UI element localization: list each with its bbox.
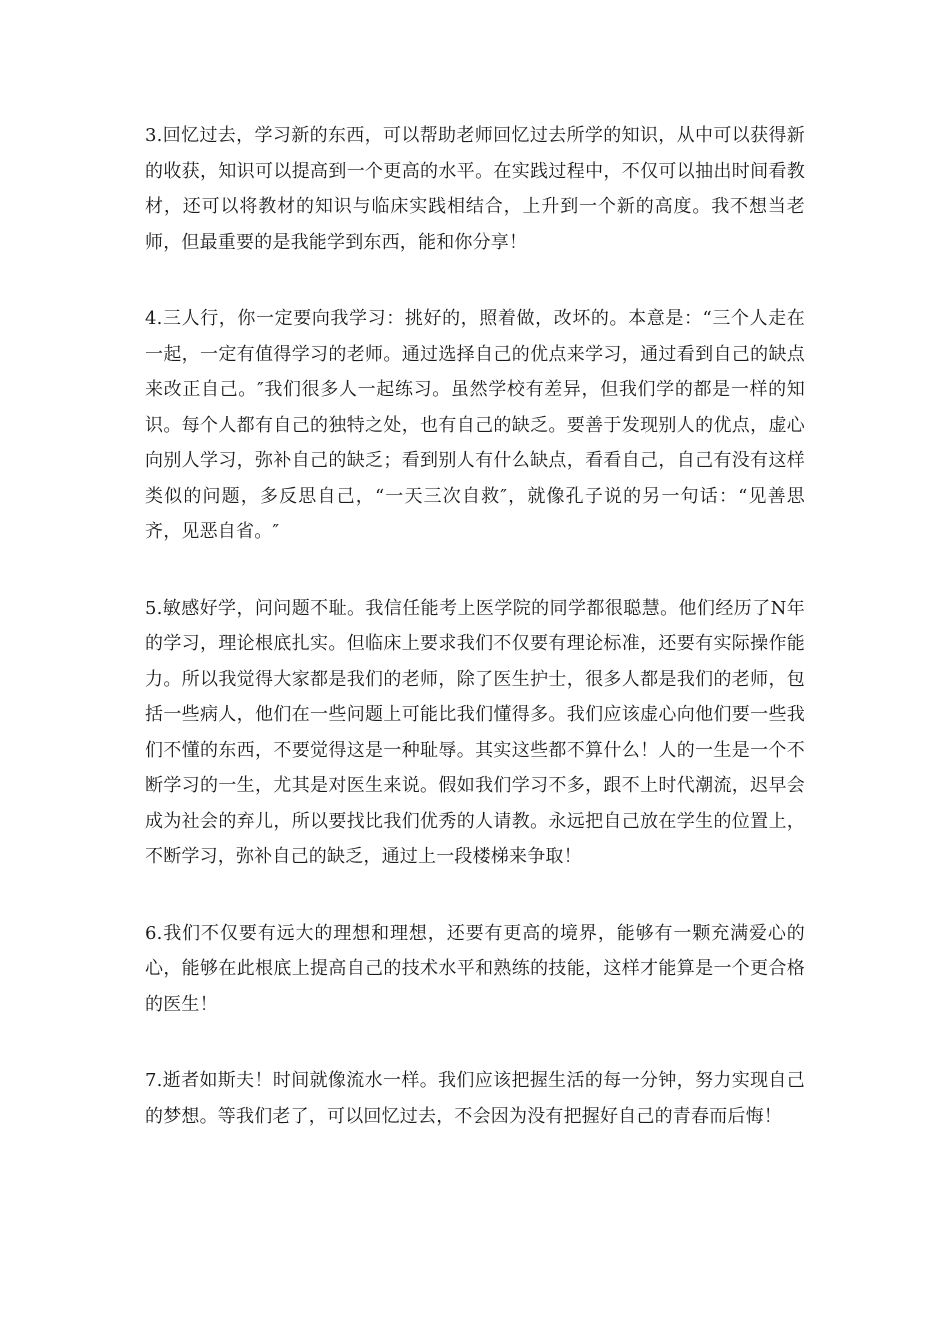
paragraph-7: 7.逝者如斯夫！时间就像流水一样。我们应该把握生活的每一分钟，努力实现自己的梦想。等我们老了，可以回忆过去，不会因为没有把握好自己的青春而后悔！	[145, 1070, 805, 1127]
paragraph-3: 3.回忆过去，学习新的东西，可以帮助老师回忆过去所学的知识，从中可以获得新的收获，知识可以提高到一个更高的水平。在实践过程中，不仅可以抽出时间看教材，还可以将教材的知识与临床实践相结合，上升到一个新的高度。我不想当老师，但最重要的是我能学到东西，能和你分享！	[145, 125, 805, 253]
paragraph-4: 4.三人行，你一定要向我学习：挑好的，照着做，改坏的。本意是：“三个人走在一起，一定有值得学习的老师。通过选择自己的优点来学习，通过看到自己的缺点来改正自己。″我们很多人一起练习。虽然学校有差异，但我们学的都是一样的知识。每个人都有自己的独特之处，也有自己的缺乏。要善于发现别人的优点，虚心向别人学习，弥补自己的缺乏；看到别人有什么缺点，看看自己，自己有没有这样类似的问题，多反思自己，“一天三次自救″，就像孔子说的另一句话：“见善思齐，见恶自省。″	[145, 308, 805, 542]
paragraph-5: 5.敏感好学，问问题不耻。我信任能考上医学院的同学都很聪慧。他们经历了N年的学习，理论根底扎实。但临床上要求我们不仅要有理论标准，还要有实际操作能力。所以我觉得大家都是我们的老师，除了医生护士，很多人都是我们的老师，包括一些病人，他们在一些问题上可能比我们懂得多。我们应该虚心向他们要一些我们不懂的东西，不要觉得这是一种耻辱。其实这些都不算什么！人的一生是一个不断学习的一生，尤其是对医生来说。假如我们学习不多，跟不上时代潮流，迟早会成为社会的弃儿，所以要找比我们优秀的人请教。永远把自己放在学生的位置上，不断学习，弥补自己的缺乏，通过上一段楼梯来争取！	[145, 597, 805, 867]
paragraph-6: 6.我们不仅要有远大的理想和理想，还要有更高的境界，能够有一颗充满爱心的心，能够在此根底上提高自己的技术水平和熟练的技能，这样才能算是一个更合格的医生！	[145, 922, 805, 1015]
document-body	[145, 118, 805, 1175]
